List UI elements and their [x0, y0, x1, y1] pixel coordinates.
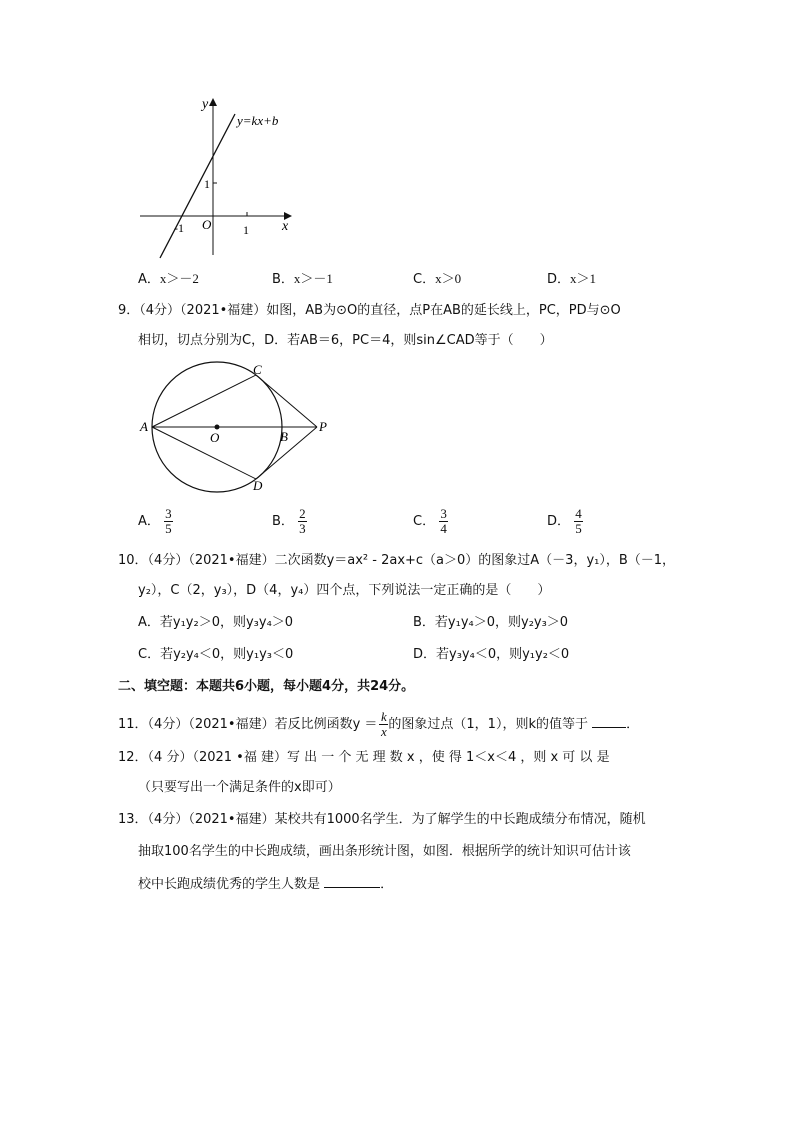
q10-text-line2: y₂），C（2，y₃），D（4，y₄）四个点，下列说法一定正确的是（ ）	[138, 583, 551, 598]
label-d: D	[253, 478, 263, 493]
q13-answer-blank[interactable]	[324, 875, 380, 888]
y-axis-label: y	[202, 97, 209, 112]
tick-label-y1: 1	[204, 177, 210, 191]
q9-option-c[interactable]: C． $\frac{3}{4}$	[413, 506, 447, 536]
q13-text-line3: 校中长跑成绩优秀的学生人数是 ．	[138, 877, 394, 892]
q8-option-a[interactable]: A．x＞－2	[138, 271, 199, 287]
q13-text-line2: 抽取100名学生的中长跑成绩，画出条形统计图，如图．根据所学的统计知识可估计该	[138, 844, 631, 859]
center-point	[215, 425, 220, 430]
q10-option-c[interactable]: C．若y₂y₄＜0，则y₁y₃＜0	[138, 647, 294, 662]
x-axis-label: x	[282, 219, 289, 234]
segment-ac	[152, 375, 256, 427]
label-a: A	[140, 419, 148, 434]
q9-option-a[interactable]: A． $\frac{3}{5}$	[138, 506, 172, 536]
section-heading-fill-in: 二、填空题：本题共6小题，每小题4分，共24分。	[118, 679, 415, 694]
q11-text-after: 的图象过点（1，1），则k的值等于	[388, 717, 593, 732]
label-o: O	[210, 430, 220, 445]
label-c: C	[253, 362, 262, 377]
q9-option-d[interactable]: D． $\frac{4}{5}$	[547, 506, 582, 536]
q10-option-b[interactable]: B．若y₁y₄＞0，则y₂y₃＞0	[413, 615, 569, 630]
line-equation-label: y=kx+b	[237, 113, 279, 128]
q9-option-b[interactable]: B． $\frac{2}{3}$	[272, 506, 306, 536]
q10-option-a[interactable]: A．若y₁y₂＞0，则y₃y₄＞0	[138, 615, 294, 630]
q11-text-before: 11．（4分）（2021•福建）若反比例函数y ＝	[118, 717, 378, 732]
q10-option-d[interactable]: D．若y₃y₄＜0，则y₁y₂＜0	[413, 647, 570, 662]
q11-answer-blank[interactable]	[592, 715, 626, 728]
label-b: B	[280, 429, 288, 444]
q9-text-line1: 9．（4分）（2021•福建）如图，AB为⊙O的直径，点P在AB的延长线上，PC，PD与⊙O	[118, 303, 621, 318]
segment-ad	[152, 427, 256, 479]
label-p: P	[319, 419, 327, 434]
q11-frac-num: k	[381, 709, 387, 724]
q10-text-line1: 10．（4分）（2021•福建）二次函数y＝ax² - 2ax+c（a＞0）的图象过A（－3，y₁），B（－1，	[118, 553, 676, 568]
q11-frac-den: x	[381, 724, 387, 739]
segment-pc	[256, 375, 317, 427]
tick-label-neg1: -1	[174, 221, 184, 235]
q12-text-line1: 12．（4 分）（2021 •福 建）写 出 一 个 无 理 数 x ，使 得 1＜x＜4 ，则 x 可 以 是	[118, 750, 610, 765]
tick-label-x1: 1	[243, 223, 249, 237]
q8-option-b[interactable]: B．x＞－1	[272, 271, 333, 287]
origin-label: O	[202, 217, 212, 232]
q8-option-c[interactable]: C．x＞0	[413, 271, 462, 287]
line-kx-plus-b	[160, 114, 235, 258]
q9-text-line2: 相切，切点分别为C，D．若AB＝6，PC＝4，则sin∠CAD等于（ ）	[138, 333, 553, 348]
q12-text-line2: （只要写出一个满足条件的x即可）	[138, 780, 341, 795]
q11-text: 11．（4分）（2021•福建）若反比例函数y ＝ $\frac{k}{x}$ 的图象过点（1，1），则k的值等于 ．	[118, 709, 640, 739]
q13-text-line1: 13．（4分）（2021•福建）某校共有1000名学生．为了解学生的中长跑成绩分布情况，随机	[118, 812, 646, 827]
linear-function-graph	[135, 92, 305, 262]
q8-option-d[interactable]: D．x＞1	[547, 271, 597, 287]
circle-tangent-diagram	[135, 360, 335, 495]
